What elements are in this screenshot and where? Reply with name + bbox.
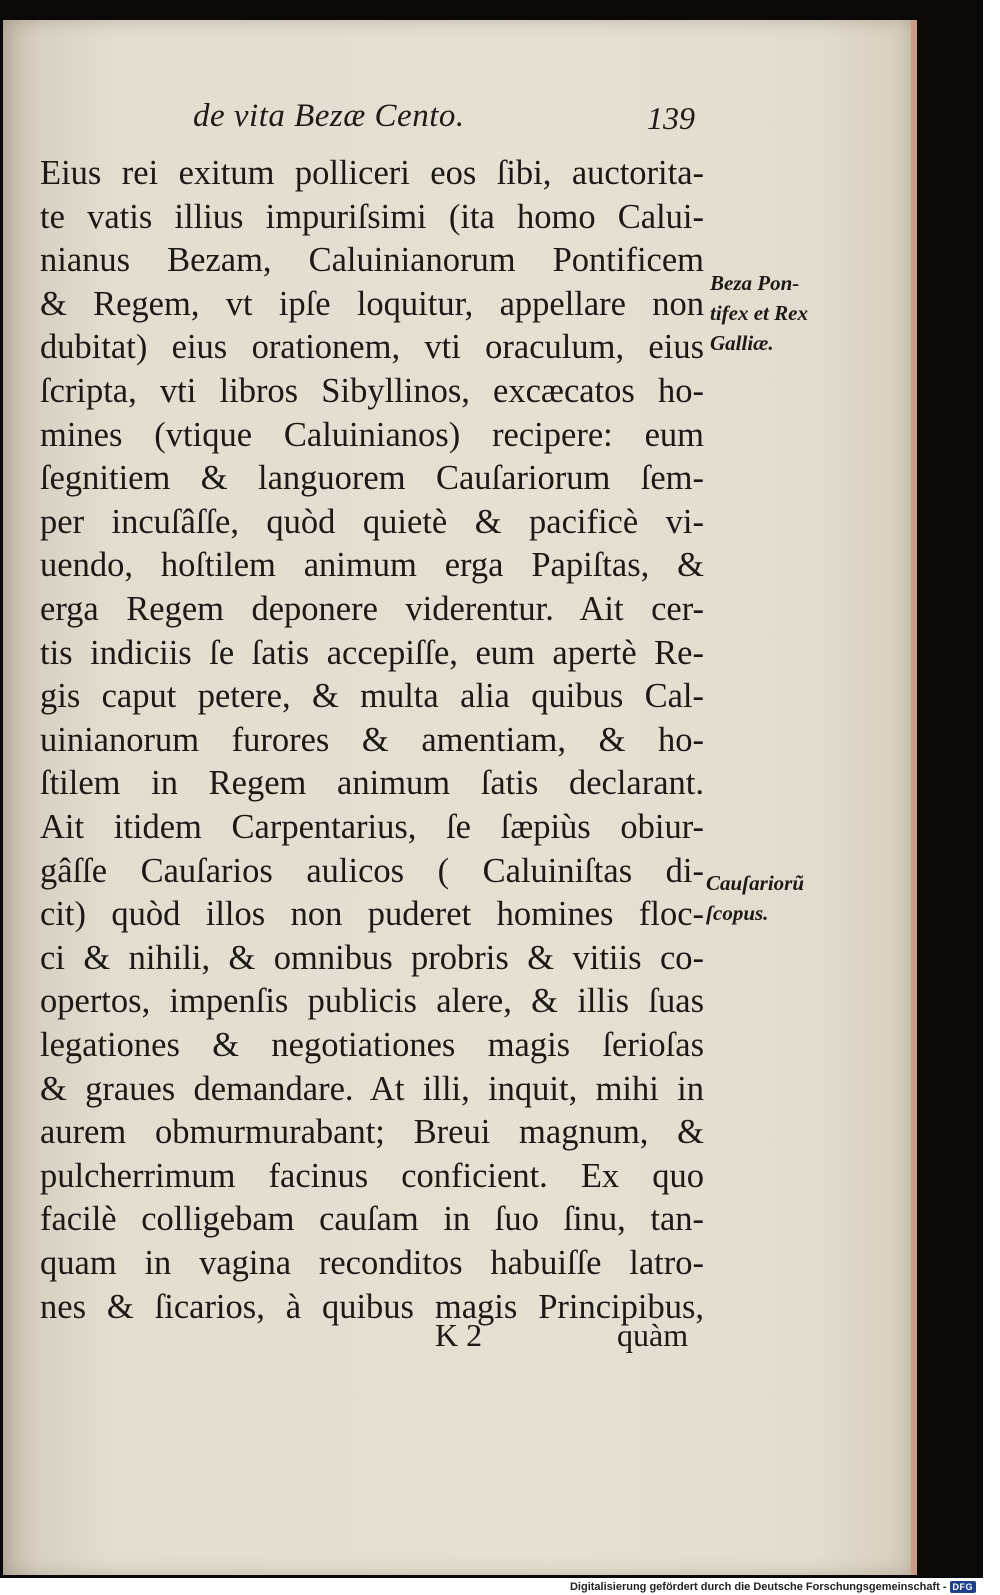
text-line: mines (vtique Caluinianos) recipere: eum (40, 415, 704, 454)
signature-mark: K 2 (435, 1317, 483, 1353)
text-line: quam in vagina reconditos habuiſſe latro- (40, 1244, 704, 1282)
book-page (3, 20, 917, 1575)
text-line: facilè colligebam cauſam in ſuo ſinu, tan- (40, 1200, 704, 1239)
text-line: uinianorum furores & amentiam, & ho- (40, 720, 704, 759)
text-line: ci & nihili, & omnibus probris & vitiis co- (40, 938, 704, 977)
dfg-logo-icon: DFG (950, 1581, 977, 1593)
marginal-line: Beza Pon- (710, 271, 800, 295)
text-line: uendo, hoſtilem animum erga Papiſtas, & (40, 546, 704, 585)
text-line: Ait itidem Carpentarius, ſe ſæpiùs obiur- (40, 808, 704, 846)
running-head: de vita Bezæ Cento. (193, 98, 465, 134)
marginal-line: Cauſariorũ (706, 871, 805, 895)
digitization-credit (570, 1581, 976, 1593)
text-line: & Regem, vt ipſe loquitur, appellare non (40, 284, 704, 323)
text-line: dubitat) eius orationem, vti oraculum, eius (40, 328, 704, 367)
credit-text: Digitalisierung gefördert durch die Deutsche Forschungsgemeinschaft - (569, 1581, 947, 1593)
marginal-line: ſcopus. (706, 901, 769, 925)
text-line: legationes & negotiationes magis ſerioſas (40, 1026, 704, 1064)
text-line: gâſſe Cauſarios aulicos ( Caluiniſtas di- (40, 851, 704, 890)
marginal-line: tifex et Rex (710, 301, 808, 325)
text-line: & graues demandare. At illi, inquit, mihi in (40, 1069, 704, 1108)
text-line: opertos, impenſis publicis alere, & illis ſuas (40, 982, 704, 1021)
page-number: 139 (647, 100, 695, 136)
text-line: nes & ſicarios, à quibus magis Principibus, (40, 1287, 704, 1326)
marginal-line: Galliæ. (710, 331, 774, 355)
text-line: per incuſâſſe, quòd quietè & pacificè vi- (40, 502, 704, 541)
marginal-note-causarii (706, 868, 804, 928)
text-line: cit) quòd illos non puderet homines floc- (40, 895, 704, 934)
text-line: erga Regem deponere viderentur. Ait cer- (40, 590, 704, 628)
text-line: nianus Bezam, Caluinianorum Pontificem (40, 241, 704, 280)
text-line: pulcherrimum facinus conficient. Ex quo (40, 1156, 704, 1195)
catchword: quàm (617, 1317, 689, 1353)
marginal-note-beza (710, 268, 808, 358)
text-line: gis caput petere, & multa alia quibus Cal- (40, 677, 704, 716)
text-line: tis indiciis ſe ſatis accepiſſe, eum apertè Re- (40, 633, 704, 672)
text-line: ſtilem in Regem animum ſatis declarant. (40, 764, 704, 803)
text-line: Eius rei exitum polliceri eos ſibi, auctorita- (40, 154, 704, 192)
text-line: ſegnitiem & languorem Cauſariorum ſem- (40, 459, 704, 498)
text-line: ſcripta, vti libros Sibyllinos, excæcatos ho- (40, 372, 704, 410)
text-line: te vatis illius impuriſsimi (ita homo Calui- (40, 197, 704, 236)
text-line: aurem obmurmurabant; Breui magnum, & (40, 1113, 704, 1152)
